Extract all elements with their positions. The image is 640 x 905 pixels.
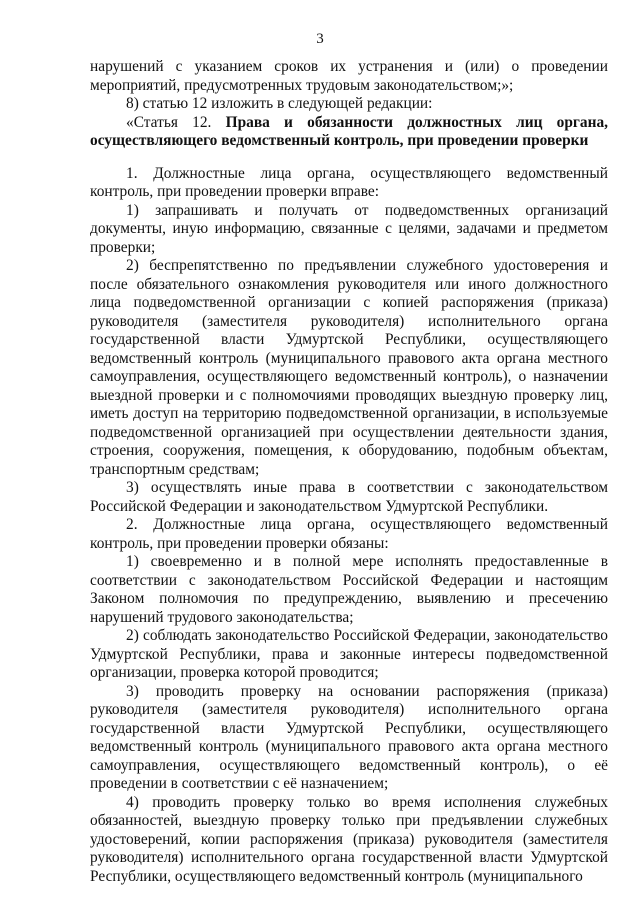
paragraph: 1) запрашивать и получать от подведомственных организаций документы, иную информацию, связанные с целями, задачами и предметом проверки; xyxy=(90,201,608,256)
paragraph: 4) проводить проверку только во время исполнения служебных обязанностей, выездную проверку только при предъявлении служебных удостоверений, копии распоряжения (приказа) руководителя (заместителя руководителя) исполнительного органа государственной власти Удмуртской Республики, осуществляющего ведомственный контроль (муниципального xyxy=(90,793,608,885)
paragraph: 1. Должностные лица органа, осуществляющего ведомственный контроль, при проведении проверки вправе: xyxy=(90,164,608,200)
article-heading xyxy=(90,114,608,151)
paragraph: 3) осуществлять иные права в соответствии с законодательством Российской Федерации и законодательством Удмуртской Республики. xyxy=(90,479,608,515)
spacer xyxy=(90,151,608,165)
document-body xyxy=(90,58,608,886)
page-number: 3 xyxy=(316,31,324,47)
paragraph: 8) статью 12 изложить в следующей редакции: xyxy=(126,95,433,112)
paragraph: 3) проводить проверку на основании распоряжения (приказа) руководителя (заместителя руководителя) исполнительного органа государственной власти Удмуртской Республики, осуществляющего ведомственный контроль (муниципального правового акта органа местного самоуправления, осуществляющего ведомственный контроль), о её проведении в соответствии с её назначением; xyxy=(90,682,608,792)
article-title: Права и обязанности должностных лиц органа, осуществляющего ведомственный контроль, при проведении проверки xyxy=(90,113,608,149)
paragraph: нарушений с указанием сроков их устранения и (или) о проведении мероприятий, предусмотренных трудовым законодательством;»; xyxy=(90,58,608,94)
article-prefix: «Статья 12. xyxy=(126,113,212,131)
paragraph: 2) соблюдать законодательство Российской Федерации, законодательство Удмуртской Республики, права и законные интересы подведомственной организации, проверка которой проводится; xyxy=(90,627,608,681)
paragraph: 2) беспрепятственно по предъявлении служебного удостоверения и после обязательного ознакомления руководителя или иного должностного лица подведомственной организации с копией распоряжения (приказа) руководителя (заместителя руководителя) исполнительного органа государственной власти Удмуртской Республики, осуществляющего ведомственный контроль (муниципального правового акта органа местного самоуправления, осуществляющего ведомственный контроль), о назначении выездной проверки и с полномочиями проводящих выездную проверку лиц, иметь доступ на территорию подведомственной организации, в используемые подведомственной организацией при осуществлении деятельности здания, строения, сооружения, помещения, к оборудованию, подобным объектам, транспортным средствам; xyxy=(90,257,608,478)
paragraph: 2. Должностные лица органа, осуществляющего ведомственный контроль, при проведении проверки обязаны: xyxy=(90,516,608,552)
paragraph: 1) своевременно и в полной мере исполнять предоставленные в соответствии с законодательством Российской Федерации и настоящим Законом полномочия по предупреждению, выявлению и пресечению нарушений трудового законодательства; xyxy=(90,553,608,626)
